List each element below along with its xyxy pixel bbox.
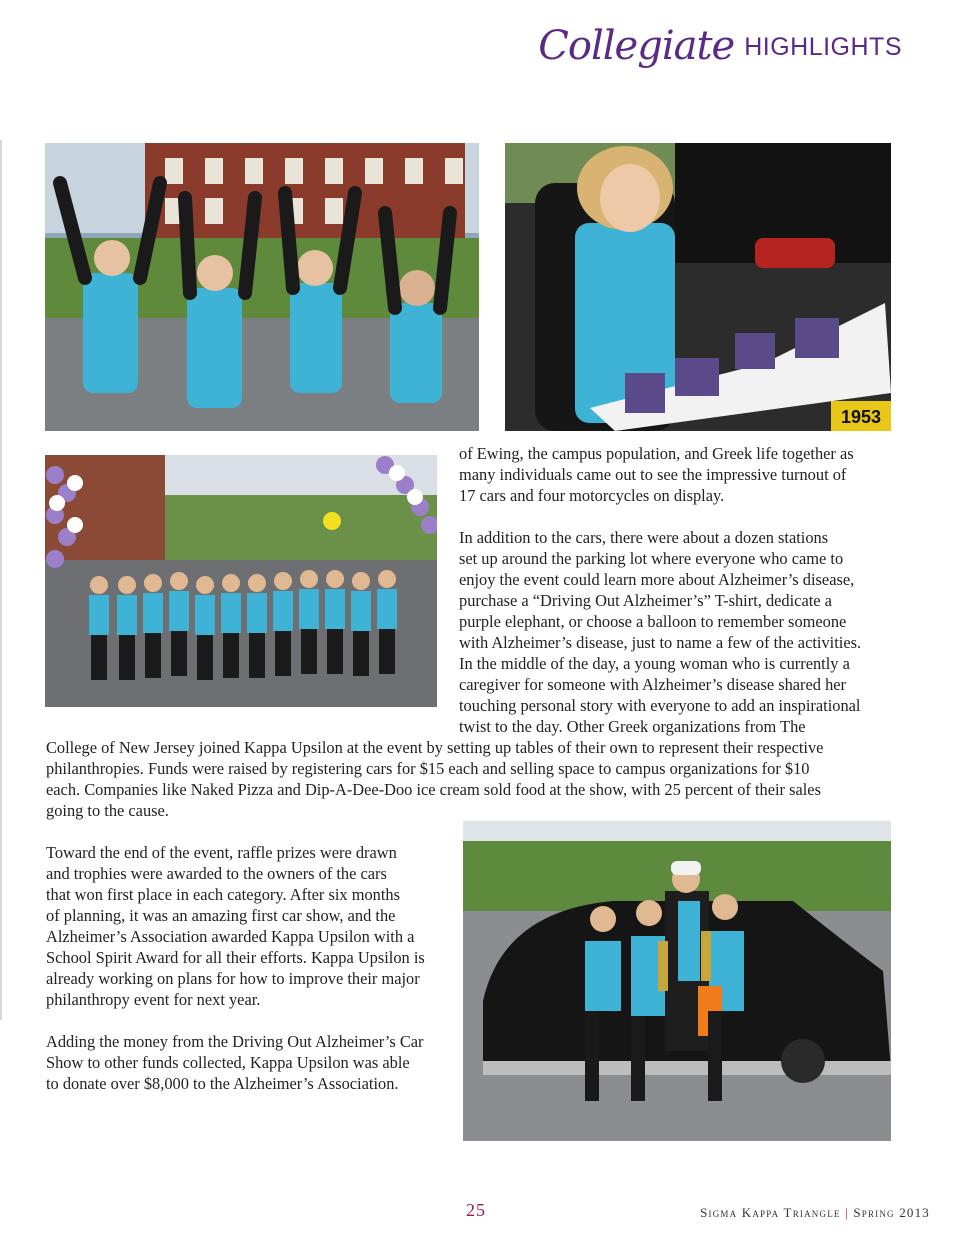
text-line: to donate over $8,000 to the Alzheimer’s Association. <box>46 1074 399 1093</box>
body-text-para1 <box>459 443 899 506</box>
photo-car-engine <box>505 143 891 431</box>
section-header <box>538 23 902 69</box>
text-line: set up around the parking lot where everyone who came to <box>459 549 844 568</box>
text-line: of Ewing, the campus population, and Greek life together as <box>459 444 854 463</box>
text-line: with Alzheimer’s disease, just to name a few of the activities. <box>459 633 862 652</box>
text-line: 17 cars and four motorcycles on display. <box>459 486 725 505</box>
text-line: going to the cause. <box>46 801 169 820</box>
text-line: Adding the money from the Driving Out Alzheimer’s Car <box>46 1032 424 1051</box>
footer-separator: | <box>845 1205 849 1220</box>
text-line: Show to other funds collected, Kappa Upsilon was able <box>46 1053 410 1072</box>
text-line: Toward the end of the event, raffle prizes were drawn <box>46 843 397 862</box>
text-line: caregiver for someone with Alzheimer’s disease shared her <box>459 675 847 694</box>
photo-group-lineup <box>45 455 437 707</box>
header-script-word: Collegiate <box>538 23 735 69</box>
text-line: philanthropies. Funds were raised by registering cars for $15 each and selling space to campus organizations for $10 <box>46 759 810 778</box>
body-text-para3 <box>46 842 456 1010</box>
text-line: philanthropy event for next year. <box>46 990 261 1009</box>
body-text-para2-wide <box>46 737 916 821</box>
publication-issue: Spring 2013 <box>853 1205 930 1220</box>
text-line: touching personal story with everyone to add an inspirational <box>459 696 861 715</box>
photo-trophy-car <box>463 821 891 1141</box>
page-edge-rule <box>0 140 2 1020</box>
body-text-para4 <box>46 1031 456 1094</box>
text-line: of planning, it was an amazing first car show, and the <box>46 906 396 925</box>
footer-publication <box>700 1205 930 1221</box>
text-line: purchase a “Driving Out Alzheimer’s” T-shirt, dedicate a <box>459 591 832 610</box>
text-line: College of New Jersey joined Kappa Upsilon at the event by setting up tables of their own to represent their respective <box>46 738 824 757</box>
body-text-para2 <box>459 527 899 737</box>
text-line: School Spirit Award for all their efforts. Kappa Upsilon is <box>46 948 425 967</box>
text-line: many individuals came out to see the impressive turnout of <box>459 465 847 484</box>
photo-group-arms-up <box>45 143 479 431</box>
text-line: that won first place in each category. After six months <box>46 885 400 904</box>
header-caps-word: HIGHLIGHTS <box>744 33 902 61</box>
plate-text: 1953 <box>841 407 882 427</box>
text-line: and trophies were awarded to the owners of the cars <box>46 864 387 883</box>
publication-name: Sigma Kappa Triangle <box>700 1205 841 1220</box>
text-line: In the middle of the day, a young woman who is currently a <box>459 654 850 673</box>
text-line: Alzheimer’s Association awarded Kappa Upsilon with a <box>46 927 415 946</box>
page-number: 25 <box>466 1200 486 1220</box>
text-line: purple elephant, or choose a balloon to remember someone <box>459 612 847 631</box>
text-line: each. Companies like Naked Pizza and Dip-A-Dee-Doo ice cream sold food at the show, with 25 percent of their sales <box>46 780 821 799</box>
text-line: enjoy the event could learn more about Alzheimer’s disease, <box>459 570 855 589</box>
text-line: twist to the day. Other Greek organizations from The <box>459 717 806 736</box>
text-line: In addition to the cars, there were about a dozen stations <box>459 528 829 547</box>
text-line: already working on plans for how to improve their major <box>46 969 420 988</box>
